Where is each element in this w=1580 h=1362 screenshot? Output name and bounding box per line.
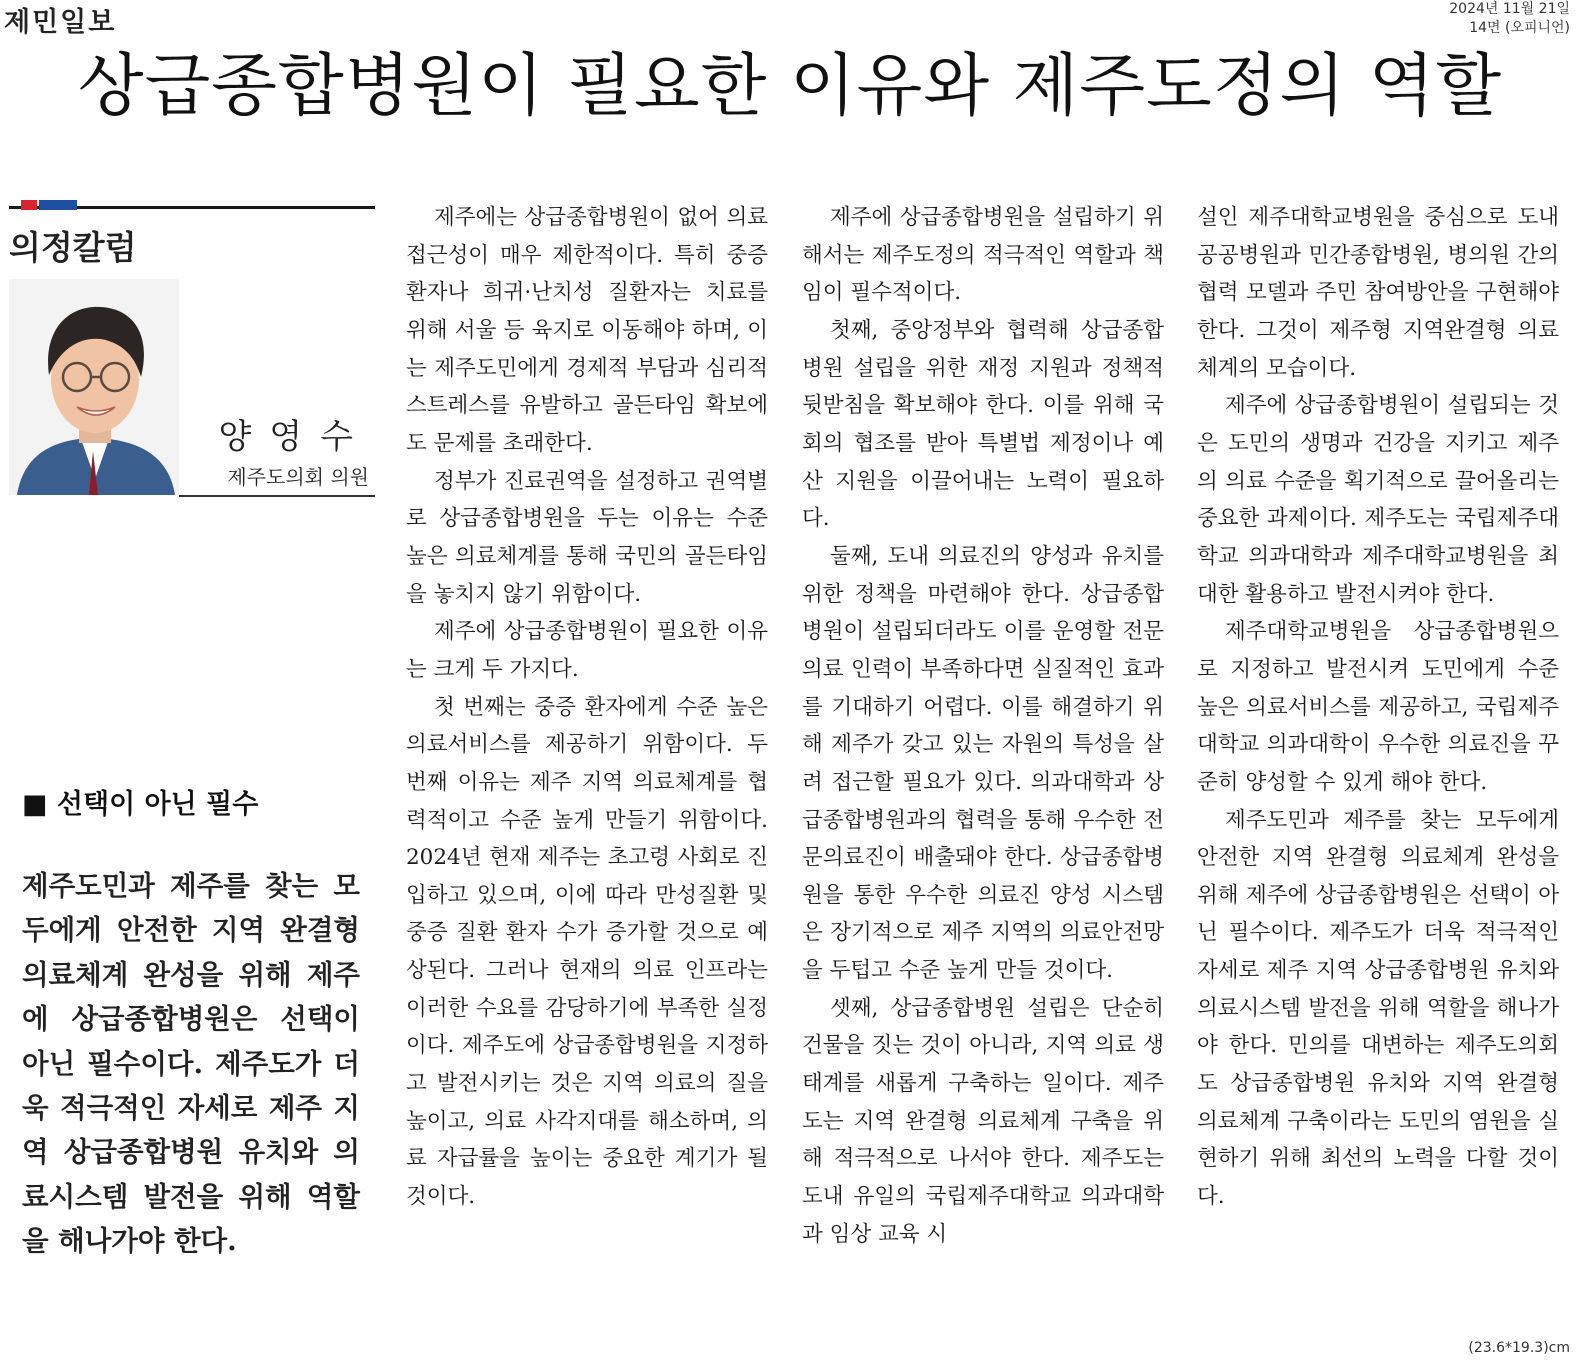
page-section: 14면 (오피니언) (1469, 20, 1570, 36)
column-sidebar (9, 198, 375, 497)
author-box (9, 279, 375, 497)
column-color-bar (9, 198, 375, 212)
body-paragraph: 제주에 상급종합병원을 설립하기 위해서는 제주도정의 적극적인 역할과 책임이 필수적이다. (802, 205, 1164, 306)
body-paragraph: 첫째, 중앙정부와 협력해 상급종합병원 설립을 위한 재정 지원과 정책적 뒷받침을 확보해야 한다. 이를 위해 국회의 협조를 받아 특별법 제정이나 예산 지원을 이끌어내는 노력이 필요하다. (802, 317, 1164, 532)
divider (179, 495, 375, 497)
body-column-3 (1197, 199, 1559, 1216)
author-portrait (9, 279, 179, 495)
column-label: 의정칼럼 (9, 228, 137, 267)
body-paragraph: 셋째, 상급종합병원 설립은 단순히 건물을 짓는 것이 아니라, 지역 의료 생태계를 새롭게 구축하는 일이다. 제주도는 지역 완결형 의료체계 구축을 위해 적극적으로 나서야 한다. 제주도는 도내 유일의 국립제주대학교 의과대학과 임상 교육 시 (802, 995, 1164, 1247)
body-paragraph: 제주대학교병원을 상급종합병원으로 지정하고 발전시켜 도민에게 수준 높은 의료서비스를 제공하고, 국립제주대학교 의과대학이 우수한 의료진을 꾸준히 양성할 수 있게 해야 한다. (1197, 619, 1559, 795)
red-accent-block (21, 200, 37, 210)
body-paragraph: 설인 제주대학교병원을 중심으로 도내 공공병원과 민간종합병원, 병의원 간의 협력 모델과 주민 참여방안을 구현해야 한다. 그것이 제주형 지역완결형 의료체계의 모습이다. (1197, 205, 1559, 381)
body-paragraph: 제주에는 상급종합병원이 없어 의료 접근성이 매우 제한적이다. 특히 중증 환자나 희귀·난치성 질환자는 치료를 위해 서울 등 육지로 이동해야 하며, 이는 제주도민에게 경제적 부담과 심리적 스트레스를 유발하고 골든타임 확보에도 문제를 초래한다. (406, 205, 768, 456)
body-paragraph: 제주도민과 제주를 찾는 모두에게 안전한 지역 완결형 의료체계 완성을 위해 제주에 상급종합병원은 선택이 아닌 필수이다. 제주도가 더욱 적극적인 자세로 제주 지역 상급종합병원 유치와 의료시스템 발전을 위해 역할을 해나가야 한다. 민의를 대변하는 제주도의회도 상급종합병원 유치와 지역 완결형 의료체계 구축이라는 도민의 염원을 실현하기 위해 최선의 노력을 다할 것이다. (1197, 807, 1559, 1210)
summary-subhead: ■ 선택이 아닌 필수 (22, 789, 259, 820)
body-column-1 (406, 199, 768, 1216)
body-paragraph: 둘째, 도내 의료진의 양성과 유치를 위한 정책을 마련해야 한다. 상급종합병원이 설립되더라도 이를 운영할 전문 의료 인력이 부족하다면 실질적인 효과를 기대하기 어렵다. 이를 해결하기 위해 제주가 갖고 있는 자원의 특성을 살려 접근할 필요가 있다. 의과대학과 상급종합병원과의 협력을 통해 우수한 전문의료진이 배출돼야 한다. 상급종합병원을 통한 우수한 의료진 양성 시스템은 장기적으로 제주 지역의 의료안전망을 두텁고 수준 높게 만들 것이다. (802, 543, 1164, 984)
dateline (1449, 0, 1570, 38)
body-column-2 (802, 199, 1164, 1253)
article-size-note: (23.6*19.3)cm (1468, 1340, 1570, 1356)
body-paragraph: 첫 번째는 중증 환자에게 수준 높은 의료서비스를 제공하기 위함이다. 두 번째 이유는 제주 지역 의료체계를 협력적이고 수준 높게 만들기 위함이다. 2024년 현재 제주는 초고령 사회로 진입하고 있으며, 이에 따라 만성질환 및 중증 질환 환자 수가 증가할 것으로 예상된다. 그러나 현재의 의료 인프라는 이러한 수요를 감당하기에 부족한 실정이다. 제주도에 상급종합병원을 지정하고 발전시키는 것은 지역 의료의 질을 높이고, 의료 사각지대를 해소하며, 의료 자급률을 높이는 중요한 계기가 될 것이다. (406, 694, 768, 1210)
article-headline: 상급종합병원이 필요한 이유와 제주도정의 역할 (77, 47, 1503, 126)
body-paragraph: 제주에 상급종합병원이 필요한 이유는 크게 두 가지다. (406, 619, 768, 682)
body-paragraph: 정부가 진료권역을 설정하고 권역별로 상급종합병원을 두는 이유는 수준 높은 의료체계를 통해 국민의 골든타임을 놓치지 않기 위함이다. (406, 468, 768, 607)
author-name: 양영수 (218, 417, 371, 457)
blue-accent-block (39, 200, 77, 210)
newspaper-masthead: 제민일보 (4, 7, 117, 38)
publish-date: 2024년 11월 21일 (1449, 1, 1570, 17)
author-role: 제주도의회 의원 (227, 465, 369, 489)
summary-text: 제주도민과 제주를 찾는 모두에게 안전한 지역 완결형 의료체계 완성을 위해 제주에 상급종합병원은 선택이 아닌 필수이다. 제주도가 더욱 적극적인 자세로 제주 지역 상급종합병원 유치와 의료시스템 발전을 위해 역할을 해나가야 한다. (22, 870, 360, 1258)
body-paragraph: 제주에 상급종합병원이 설립되는 것은 도민의 생명과 건강을 지키고 제주의 의료 수준을 획기적으로 끌어올리는 중요한 과제이다. 제주도는 국립제주대학교 의과대학과 제주대학교병원을 최대한 활용하고 발전시켜야 한다. (1197, 393, 1559, 607)
